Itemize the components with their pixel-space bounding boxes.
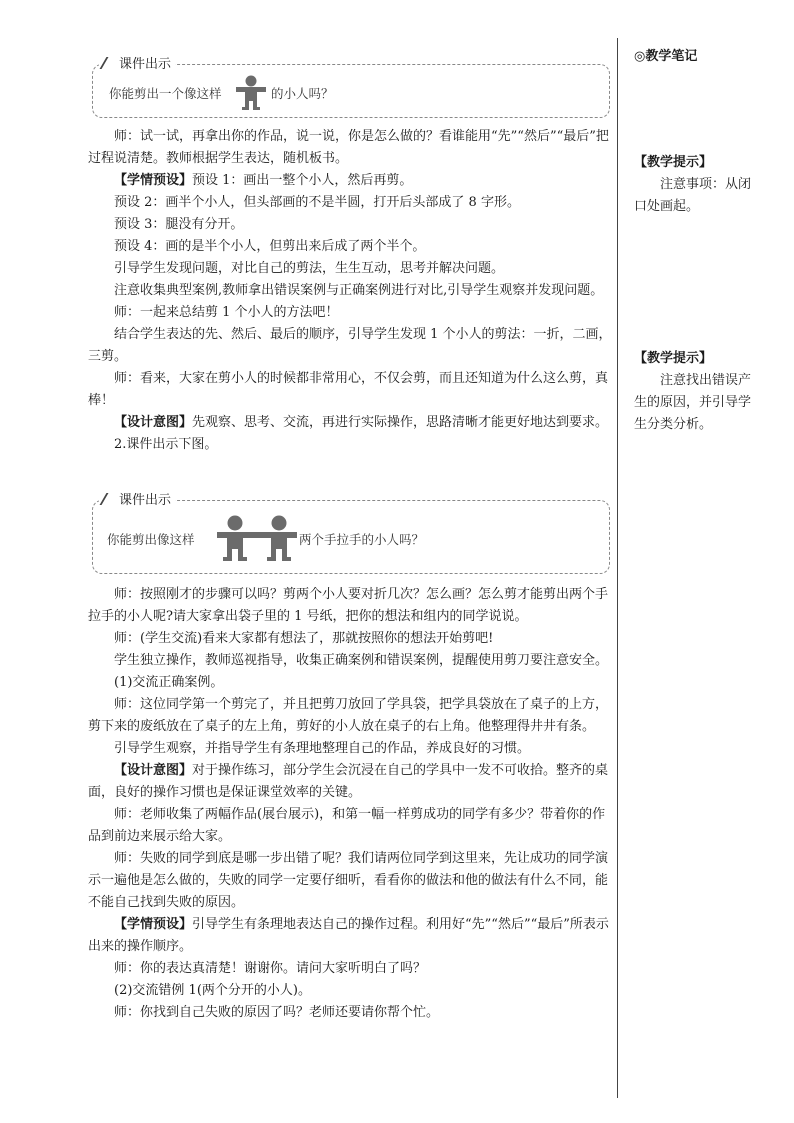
paragraph [88, 236, 612, 258]
paragraph [88, 258, 612, 280]
slash-icon [100, 57, 121, 69]
paragraph [88, 126, 612, 170]
paragraph-text: 预设 1：画出一整个小人，然后再剪。 [192, 173, 413, 188]
courseware-box-1 [92, 57, 610, 118]
paragraph [88, 170, 612, 192]
section-tag: 【学情预设】 [114, 917, 193, 932]
paragraph [88, 280, 612, 302]
paragraph [88, 804, 612, 848]
paragraph [88, 672, 612, 694]
paragraph-text: 师：看来，大家在剪小人的时候都非常用心，不仅会剪，而且还知道为什么这么剪，真棒！ [88, 371, 609, 408]
lesson-section-2 [88, 584, 612, 1024]
paragraph [88, 584, 612, 628]
paragraph-text: (2)交流错例 1(两个分开的小人)。 [114, 983, 311, 998]
paragraph-text: 学生独立操作，教师巡视指导，收集正确案例和错误案例，提醒使用剪刀要注意安全。 [114, 653, 609, 668]
teaching-tip-1 [634, 152, 754, 218]
paragraph-text: 师：试一试，再拿出你的作品，说一说，你是怎么做的？看谁能用“先”“然后”“最后”把过程说清楚。教师根据学生表达，随机板书。 [88, 129, 609, 166]
teaching-tip-1-text: 注意事项：从闭口处画起。 [634, 177, 752, 214]
slash-icon [100, 493, 121, 505]
paragraph-text: 师：一起来总结剪 1 个小人的方法吧！ [114, 305, 339, 320]
paragraph [88, 980, 612, 1002]
paragraph [88, 1002, 612, 1024]
page-divider [617, 38, 618, 1098]
paragraph-text: 注意收集典型案例,教师拿出错误案例与正确案例进行对比,引导学生观察并发现问题。 [114, 283, 604, 298]
courseware-box-1-question-start: 你能剪出一个像这样 [109, 86, 222, 101]
paragraph-text: 师：失败的同学到底是哪一步出错了呢？我们请两位同学到这里来，先让成功的同学演示一遍他是怎么做的，失败的同学一定要仔细听，看看你的做法和他的做法有什么不同，能不能自己找到失败的原因。 [88, 851, 609, 910]
paper-person-icon [236, 75, 266, 111]
paragraph-text: 师：你找到自己失败的原因了吗？老师还要请你帮个忙。 [114, 1005, 440, 1020]
section-tag: 【学情预设】 [114, 173, 193, 188]
courseware-box-1-question-end: 的小人吗？ [271, 86, 334, 101]
paragraph-text: (1)交流正确案例。 [114, 675, 224, 690]
paragraph-text: 引导学生观察，并指导学生有条理地整理自己的作品，养成良好的习惯。 [114, 741, 531, 756]
paragraph [88, 738, 612, 760]
paragraph [88, 368, 612, 412]
notes-heading: ◎教学笔记 [634, 49, 698, 64]
paragraph-text: 预设 3：腿没有分开。 [114, 217, 244, 232]
paragraph [88, 214, 612, 236]
hand-in-hand-people-icon [215, 515, 299, 563]
courseware-box-2-question-start: 你能剪出像这样 [107, 532, 195, 547]
courseware-box-2-question-end: 两个手拉手的小人吗？ [299, 532, 425, 547]
paragraph [88, 324, 612, 368]
paragraph [88, 958, 612, 980]
courseware-box-2-title: 课件出示 [99, 489, 175, 508]
paragraph [88, 628, 612, 650]
paragraph-text: 预设 4：画的是半个小人，但剪出来后成了两个半个。 [114, 239, 426, 254]
paragraph-text: 引导学生有条理地表达自己的操作过程。利用好“先”“然后”“最后”所表示出来的操作顺序。 [88, 917, 609, 954]
paragraph-text: 2.课件出示下图。 [114, 437, 218, 452]
paragraph-text: 预设 2：画半个小人，但头部画的不是半圆，打开后头部成了 8 字形。 [114, 195, 520, 210]
paragraph [88, 412, 612, 434]
section-tag: 【设计意图】 [114, 415, 193, 430]
paragraph-text: 对于操作练习，部分学生会沉浸在自己的学具中一发不可收拾。整齐的桌面，良好的操作习惯也是保证课堂效率的关键。 [88, 763, 609, 800]
teaching-tip-1-title: 【教学提示】 [634, 155, 713, 170]
paragraph [88, 694, 612, 738]
courseware-box-2 [92, 493, 610, 574]
paragraph-text: 引导学生发现问题，对比自己的剪法，生生互动，思考并解决问题。 [114, 261, 505, 276]
paragraph [88, 434, 612, 456]
paragraph-text: 师：你的表达真清楚！谢谢你。请问大家听明白了吗？ [114, 961, 427, 976]
teaching-tip-2 [634, 348, 754, 436]
paragraph-text: 师：这位同学第一个剪完了，并且把剪刀放回了学具袋，把学具袋放在了桌子的上方，剪下来的废纸放在了桌子的左上角，剪好的小人放在桌子的右上角。他整理得井井有条。 [88, 697, 609, 734]
paragraph [88, 192, 612, 214]
courseware-box-1-title: 课件出示 [99, 53, 175, 72]
teaching-tip-2-title: 【教学提示】 [634, 351, 713, 366]
lesson-section-1 [88, 126, 612, 456]
paragraph [88, 650, 612, 672]
teaching-tip-2-text: 注意找出错误产生的原因，并引导学生分类分析。 [634, 373, 752, 432]
paragraph-text: 结合学生表达的先、然后、最后的顺序，引导学生发现 1 个小人的剪法：一折，二画，三剪。 [88, 327, 612, 364]
paragraph-text: 师：(学生交流)看来大家都有想法了，那就按照你的想法开始剪吧! [114, 631, 494, 646]
section-tag: 【设计意图】 [114, 763, 193, 778]
paragraph [88, 914, 612, 958]
paragraph-text: 先观察、思考、交流，再进行实际操作，思路清晰才能更好地达到要求。 [192, 415, 609, 430]
paragraph [88, 760, 612, 804]
paragraph [88, 302, 612, 324]
paragraph [88, 848, 612, 914]
paragraph-text: 师：按照刚才的步骤可以吗？剪两个小人要对折几次？怎么画？怎么剪才能剪出两个手拉手的小人呢?请大家拿出袋子里的 1 号纸，把你的想法和组内的同学说说。 [88, 587, 609, 624]
paragraph-text: 师：老师收集了两幅作品(展台展示)，和第一幅一样剪成功的同学有多少？带着你的作品到前边来展示给大家。 [88, 807, 606, 844]
